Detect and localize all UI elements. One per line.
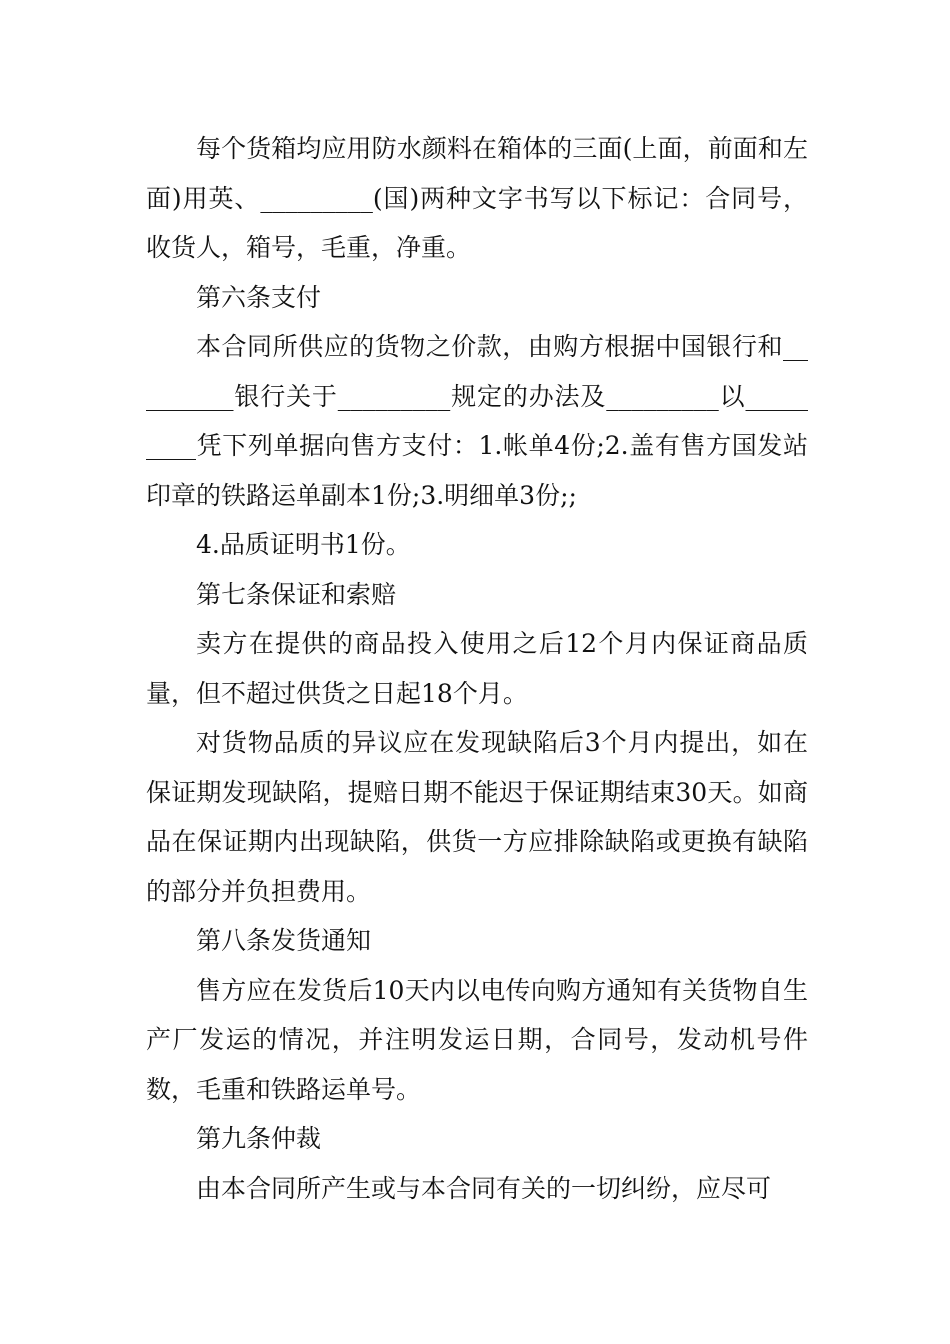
- paragraph-warranty-period: 卖方在提供的商品投入使用之后12个月内保证商品质量，但不超过供货之日起18个月。: [146, 629, 808, 708]
- paragraph-quality-certificate: 4.品质证明书1份。: [196, 530, 411, 559]
- paragraph-marking: 每个货箱均应用防水颜料在箱体的三面(上面，前面和左面)用英、_________(国)两种文字书写以下标记：合同号，收货人，箱号，毛重，净重。: [146, 134, 808, 262]
- heading-article-6-payment: 第六条支付: [196, 282, 322, 312]
- heading-article-7-warranty: 第七条保证和索赔: [196, 579, 397, 609]
- paragraph-arbitration: 由本合同所产生或与本合同有关的一切纠纷，应尽可: [196, 1173, 772, 1203]
- paragraph-shipping-notice: 售方应在发货后10天内以电传向购方通知有关货物自生产厂发运的情况，并注明发运日期，合同号，发动机号件数，毛重和铁路运单号。: [146, 975, 808, 1104]
- heading-article-9-arbitration: 第九条仲裁: [196, 1124, 322, 1153]
- paragraph-quality-objection: 对货物品质的异议应在发现缺陷后3个月内提出，如在保证期发现缺陷，提赔日期不能迟于保证期结束30天。如商品在保证期内出现缺陷，供货一方应排除缺陷或更换有缺陷的部分并负担费用。: [146, 728, 808, 906]
- paragraph-payment: 本合同所供应的货物之价款，由购方根据中国银行和_________银行关于_________规定的办法及_________以_________凭下列单据向售方支付：1.帐单4份;2.盖有售方国发站印章的铁路运单副本1份;3.明细单3份;;: [146, 332, 808, 510]
- document-body: [146, 124, 808, 1213]
- heading-article-8-shipping-notice: 第八条发货通知: [196, 926, 372, 955]
